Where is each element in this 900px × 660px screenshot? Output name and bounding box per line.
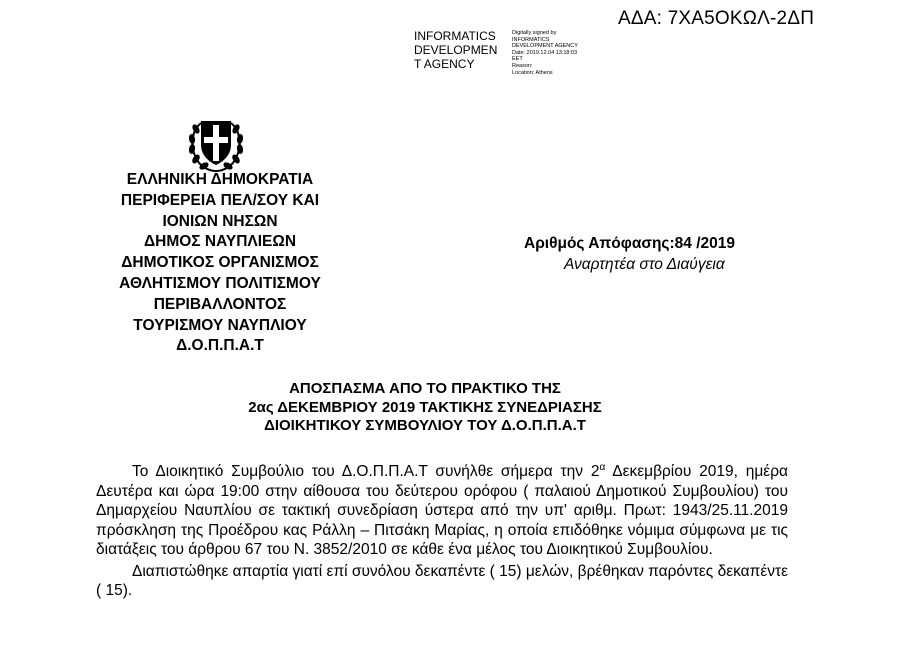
- heading-line: 2ας ΔΕΚΕΜΒΡΙΟΥ 2019 ΤΑΚΤΙΚΗΣ ΣΥΝΕΔΡΙΑΣΗΣ: [248, 398, 602, 416]
- org-line: ΑΘΛΗΤΙΣΜΟΥ ΠΟΛΙΤΙΣΜΟΥ: [119, 274, 321, 292]
- org-line: ΠΕΡΙΦΕΡΕΙΑ ΠΕΛ/ΣΟΥ ΚΑΙ: [120, 191, 320, 209]
- document-body: [96, 462, 788, 601]
- signature-name-line: T AGENCY: [414, 57, 475, 71]
- decision-block: [524, 233, 735, 275]
- paragraph-text: Δεκεμβρίου 2019, ημέρα Δευτέρα και ώρα 19:00 στην αίθουσα του δεύτερου ορόφου ( παλαιού Δημοτικού Συμβουλίου) του Δημαρχείου Ναυπλίου σε τακτική συνεδρίαση ύστερα από την υπ' αριθμ. Πρωτ: 1943/25.11.2019 πρόσκληση της Προέδρου κας Ράλλη – Πιτσάκη Μαρίας, η οποία επιδόθηκε νόμιμα σύμφωνα με τις διατάξεις του άρθρου 67 του Ν. 3852/2010 σε κάθε ένα μέλος του Διοικητικού Συμβουλίου.: [96, 463, 788, 558]
- signature-detail-line: Reason:: [512, 62, 533, 69]
- ordinal-superscript: α: [599, 461, 606, 473]
- signature-detail-line: EET: [512, 56, 523, 63]
- heading-line: ΑΠΟΣΠΑΣΜΑ ΑΠΟ ΤΟ ΠΡΑΚΤΙΚΟ ΤΗΣ: [289, 380, 561, 397]
- paragraph-text: Το Διοικητικό Συμβούλιο του Δ.Ο.Π.Π.Α.Τ συνήλθε σήμερα την 2: [132, 463, 600, 480]
- org-line: ΔΗΜΟΤΙΚΟΣ ΟΡΓΑΝΙΣΜΟΣ: [121, 254, 319, 272]
- paragraph-text: Διαπιστώθηκε απαρτία γιατί επί συνόλου δεκαπέντε ( 15) μελών, βρέθηκαν παρόντες δεκαπέντε ( 15).: [96, 562, 789, 599]
- decision-number: Αριθμός Απόφασης:84 /2019: [524, 235, 735, 252]
- signature-detail-line: Location: Athens: [512, 69, 553, 76]
- signature-detail-line: DEVELOPMENT AGENCY: [512, 43, 578, 50]
- organization-block: [90, 170, 350, 357]
- signature-name-line: INFORMATICS: [414, 29, 496, 43]
- greek-coat-of-arms-icon: [185, 115, 247, 173]
- ada-code: ΑΔΑ: 7ΧΑ5ΟΚΩΛ-2ΔΠ: [618, 8, 815, 29]
- org-line: ΙΟΝΙΩΝ ΝΗΣΩΝ: [162, 212, 278, 230]
- signature-detail-line: Date: 2019.12.04 13:18:03: [512, 49, 578, 56]
- org-line: ΤΟΥΡΙΣΜΟΥ ΝΑΥΠΛΙΟΥ: [133, 316, 307, 334]
- signature-detail-line: INFORMATICS: [512, 36, 550, 43]
- signature-name-line: DEVELOPMEN: [414, 43, 498, 57]
- org-line: Δ.Ο.Π.Π.Α.Τ: [176, 337, 264, 355]
- signature-detail-line: Digitally signed by: [512, 30, 557, 36]
- org-line: ΕΛΛΗΝΙΚΗ ΔΗΜΟΚΡΑΤΙΑ: [126, 171, 314, 188]
- org-line: ΠΕΡΙΒΑΛΛΟΝΤΟΣ: [153, 295, 287, 313]
- body-paragraph: [96, 462, 788, 560]
- diavgeia-posting-note: Αναρτητέα στο Διαύγεια: [564, 256, 725, 273]
- heading-line: ΔΙΟΙΚΗΤΙΚΟΥ ΣΥΜΒΟΥΛΙΟΥ ΤΟΥ Δ.Ο.Π.Π.Α.Τ: [264, 417, 586, 434]
- org-line: ΔΗΜΟΣ ΝΑΥΠΛΙΕΩΝ: [143, 233, 297, 251]
- body-paragraph: [96, 562, 788, 601]
- signature-details: [512, 30, 642, 76]
- signature-signer-name: [414, 29, 514, 71]
- document-heading: [100, 380, 750, 436]
